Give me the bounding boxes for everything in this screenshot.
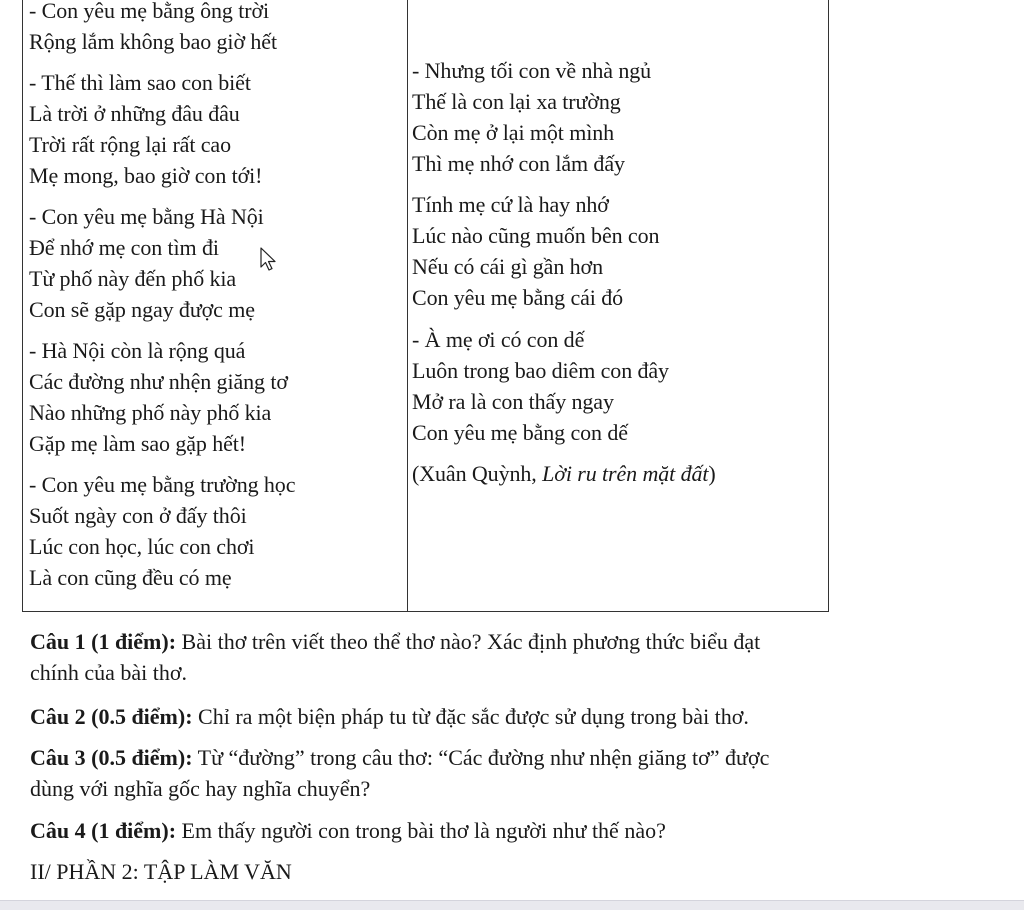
question-4 xyxy=(30,816,666,846)
right-poem-line: Lúc nào cũng muốn bên con xyxy=(412,223,660,248)
left-poem-line: Gặp mẹ làm sao gặp hết! xyxy=(29,431,247,456)
left-poem-line: Để nhớ mẹ con tìm đi xyxy=(29,235,219,260)
left-poem-line: Mẹ mong, bao giờ con tới! xyxy=(29,163,263,188)
left-poem-line: Các đường như nhện giăng tơ xyxy=(29,369,288,394)
right-poem-line: Tính mẹ cứ là hay nhớ xyxy=(412,192,609,217)
question-label: Câu 3 (0.5 điểm): xyxy=(30,745,193,770)
question-3-continuation: dùng với nghĩa gốc hay nghĩa chuyển? xyxy=(30,776,371,801)
question-text: Bài thơ trên viết theo thể thơ nào? Xác định phương thức biểu đạt xyxy=(176,629,761,654)
right-poem-line: Mở ra là con thấy ngay xyxy=(412,389,614,414)
poem-credit xyxy=(412,461,716,487)
right-poem-line: Con yêu mẹ bằng con dế xyxy=(412,420,628,445)
left-poem-line: Rộng lắm không bao giờ hết xyxy=(29,29,277,54)
credit-author: (Xuân Quỳnh, xyxy=(412,461,543,486)
question-1-continuation: chính của bài thơ. xyxy=(30,660,188,685)
credit-suffix: ) xyxy=(708,461,716,486)
left-poem-line: Là trời ở những đâu đâu xyxy=(29,101,240,126)
right-poem-line: Thế là con lại xa trường xyxy=(412,89,621,114)
poem-table xyxy=(22,0,829,612)
right-poem-line: Còn mẹ ở lại một mình xyxy=(412,120,615,145)
credit-work-title: Lời ru trên mặt đất xyxy=(542,461,709,486)
section-heading: II/ PHẦN 2: TẬP LÀM VĂN xyxy=(30,859,292,884)
question-label: Câu 2 (0.5 điểm): xyxy=(30,704,193,729)
right-poem-line: Nếu có cái gì gần hơn xyxy=(412,254,603,279)
left-poem-line: - Thế thì làm sao con biết xyxy=(29,70,251,95)
left-poem-line: Con sẽ gặp ngay được mẹ xyxy=(29,297,255,322)
left-poem-line: Trời rất rộng lại rất cao xyxy=(29,132,231,157)
left-poem-line: - Con yêu mẹ bằng Hà Nội xyxy=(29,204,264,229)
right-poem-line: - Nhưng tối con về nhà ngủ xyxy=(412,58,652,83)
mouse-pointer-icon xyxy=(259,247,279,273)
left-poem-line: Là con cũng đều có mẹ xyxy=(29,565,232,590)
left-poem-line: - Hà Nội còn là rộng quá xyxy=(29,338,246,363)
right-poem-line: - À mẹ ơi có con dế xyxy=(412,327,585,352)
left-poem-line: Nào những phố này phố kia xyxy=(29,400,272,425)
right-poem-line: Con yêu mẹ bằng cái đó xyxy=(412,285,624,310)
question-2 xyxy=(30,702,749,732)
left-poem-line: Từ phố này đến phố kia xyxy=(29,266,237,291)
left-poem-line: - Con yêu mẹ bằng ông trời xyxy=(29,0,269,23)
question-3 xyxy=(30,743,769,773)
left-poem-line: Lúc con học, lúc con chơi xyxy=(29,534,255,559)
question-label: Câu 4 (1 điểm): xyxy=(30,818,177,843)
question-text: Em thấy người con trong bài thơ là người như thế nào? xyxy=(176,818,666,843)
question-text: Từ “đường” trong câu thơ: “Các đường như nhện giăng tơ” được xyxy=(192,745,770,770)
left-poem-line: Suốt ngày con ở đấy thôi xyxy=(29,503,247,528)
left-poem-line: - Con yêu mẹ bằng trường học xyxy=(29,472,296,497)
question-text: Chỉ ra một biện pháp tu từ đặc sắc được sử dụng trong bài thơ. xyxy=(192,704,749,729)
column-divider xyxy=(407,0,408,611)
question-label: Câu 1 (1 điểm): xyxy=(30,629,177,654)
right-poem-line: Luôn trong bao diêm con đây xyxy=(412,358,669,383)
right-poem-line: Thì mẹ nhớ con lắm đấy xyxy=(412,151,625,176)
question-1 xyxy=(30,627,760,657)
